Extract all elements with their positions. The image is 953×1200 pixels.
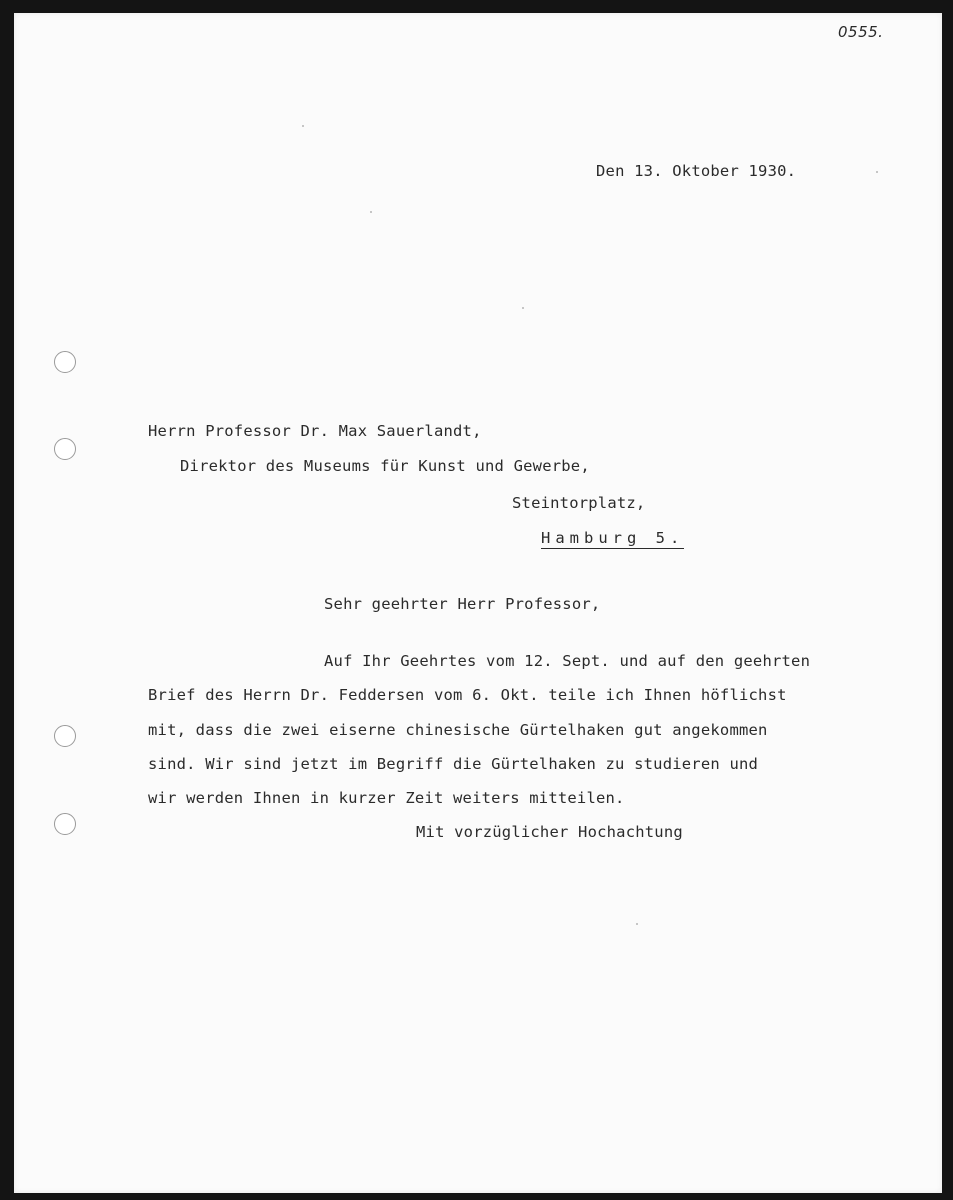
paper-speck — [370, 211, 372, 213]
recipient-title: Direktor des Museums für Kunst und Gewerbe, — [180, 457, 590, 475]
body-line: Brief des Herrn Dr. Feddersen vom 6. Okt. teile ich Ihnen höflichst — [148, 686, 787, 704]
punch-hole — [54, 813, 76, 835]
punch-hole — [54, 725, 76, 747]
paper-speck — [302, 125, 304, 127]
body-line: sind. Wir sind jetzt im Begriff die Gürtelhaken zu studieren und — [148, 755, 759, 773]
recipient-name: Herrn Professor Dr. Max Sauerlandt, — [148, 422, 482, 440]
letter-sheet — [14, 13, 942, 1193]
body-line: wir werden Ihnen in kurzer Zeit weiters mitteilen. — [148, 789, 625, 807]
recipient-city: Hamburg 5. — [541, 529, 685, 547]
closing-phrase: Mit vorzüglicher Hochachtung — [416, 823, 683, 841]
letter-date: Den 13. Oktober 1930. — [596, 162, 797, 180]
body-line: Auf Ihr Geehrtes vom 12. Sept. und auf den geehrten — [324, 652, 811, 670]
recipient-street: Steintorplatz, — [512, 494, 646, 512]
punch-hole — [54, 351, 76, 373]
paper-speck — [876, 171, 878, 173]
archive-number: 0555. — [838, 23, 884, 41]
paper-speck — [636, 923, 638, 925]
punch-hole — [54, 438, 76, 460]
salutation: Sehr geehrter Herr Professor, — [324, 595, 601, 613]
paper-speck — [522, 307, 524, 309]
body-line: mit, dass die zwei eiserne chinesische Gürtelhaken gut angekommen — [148, 721, 768, 739]
